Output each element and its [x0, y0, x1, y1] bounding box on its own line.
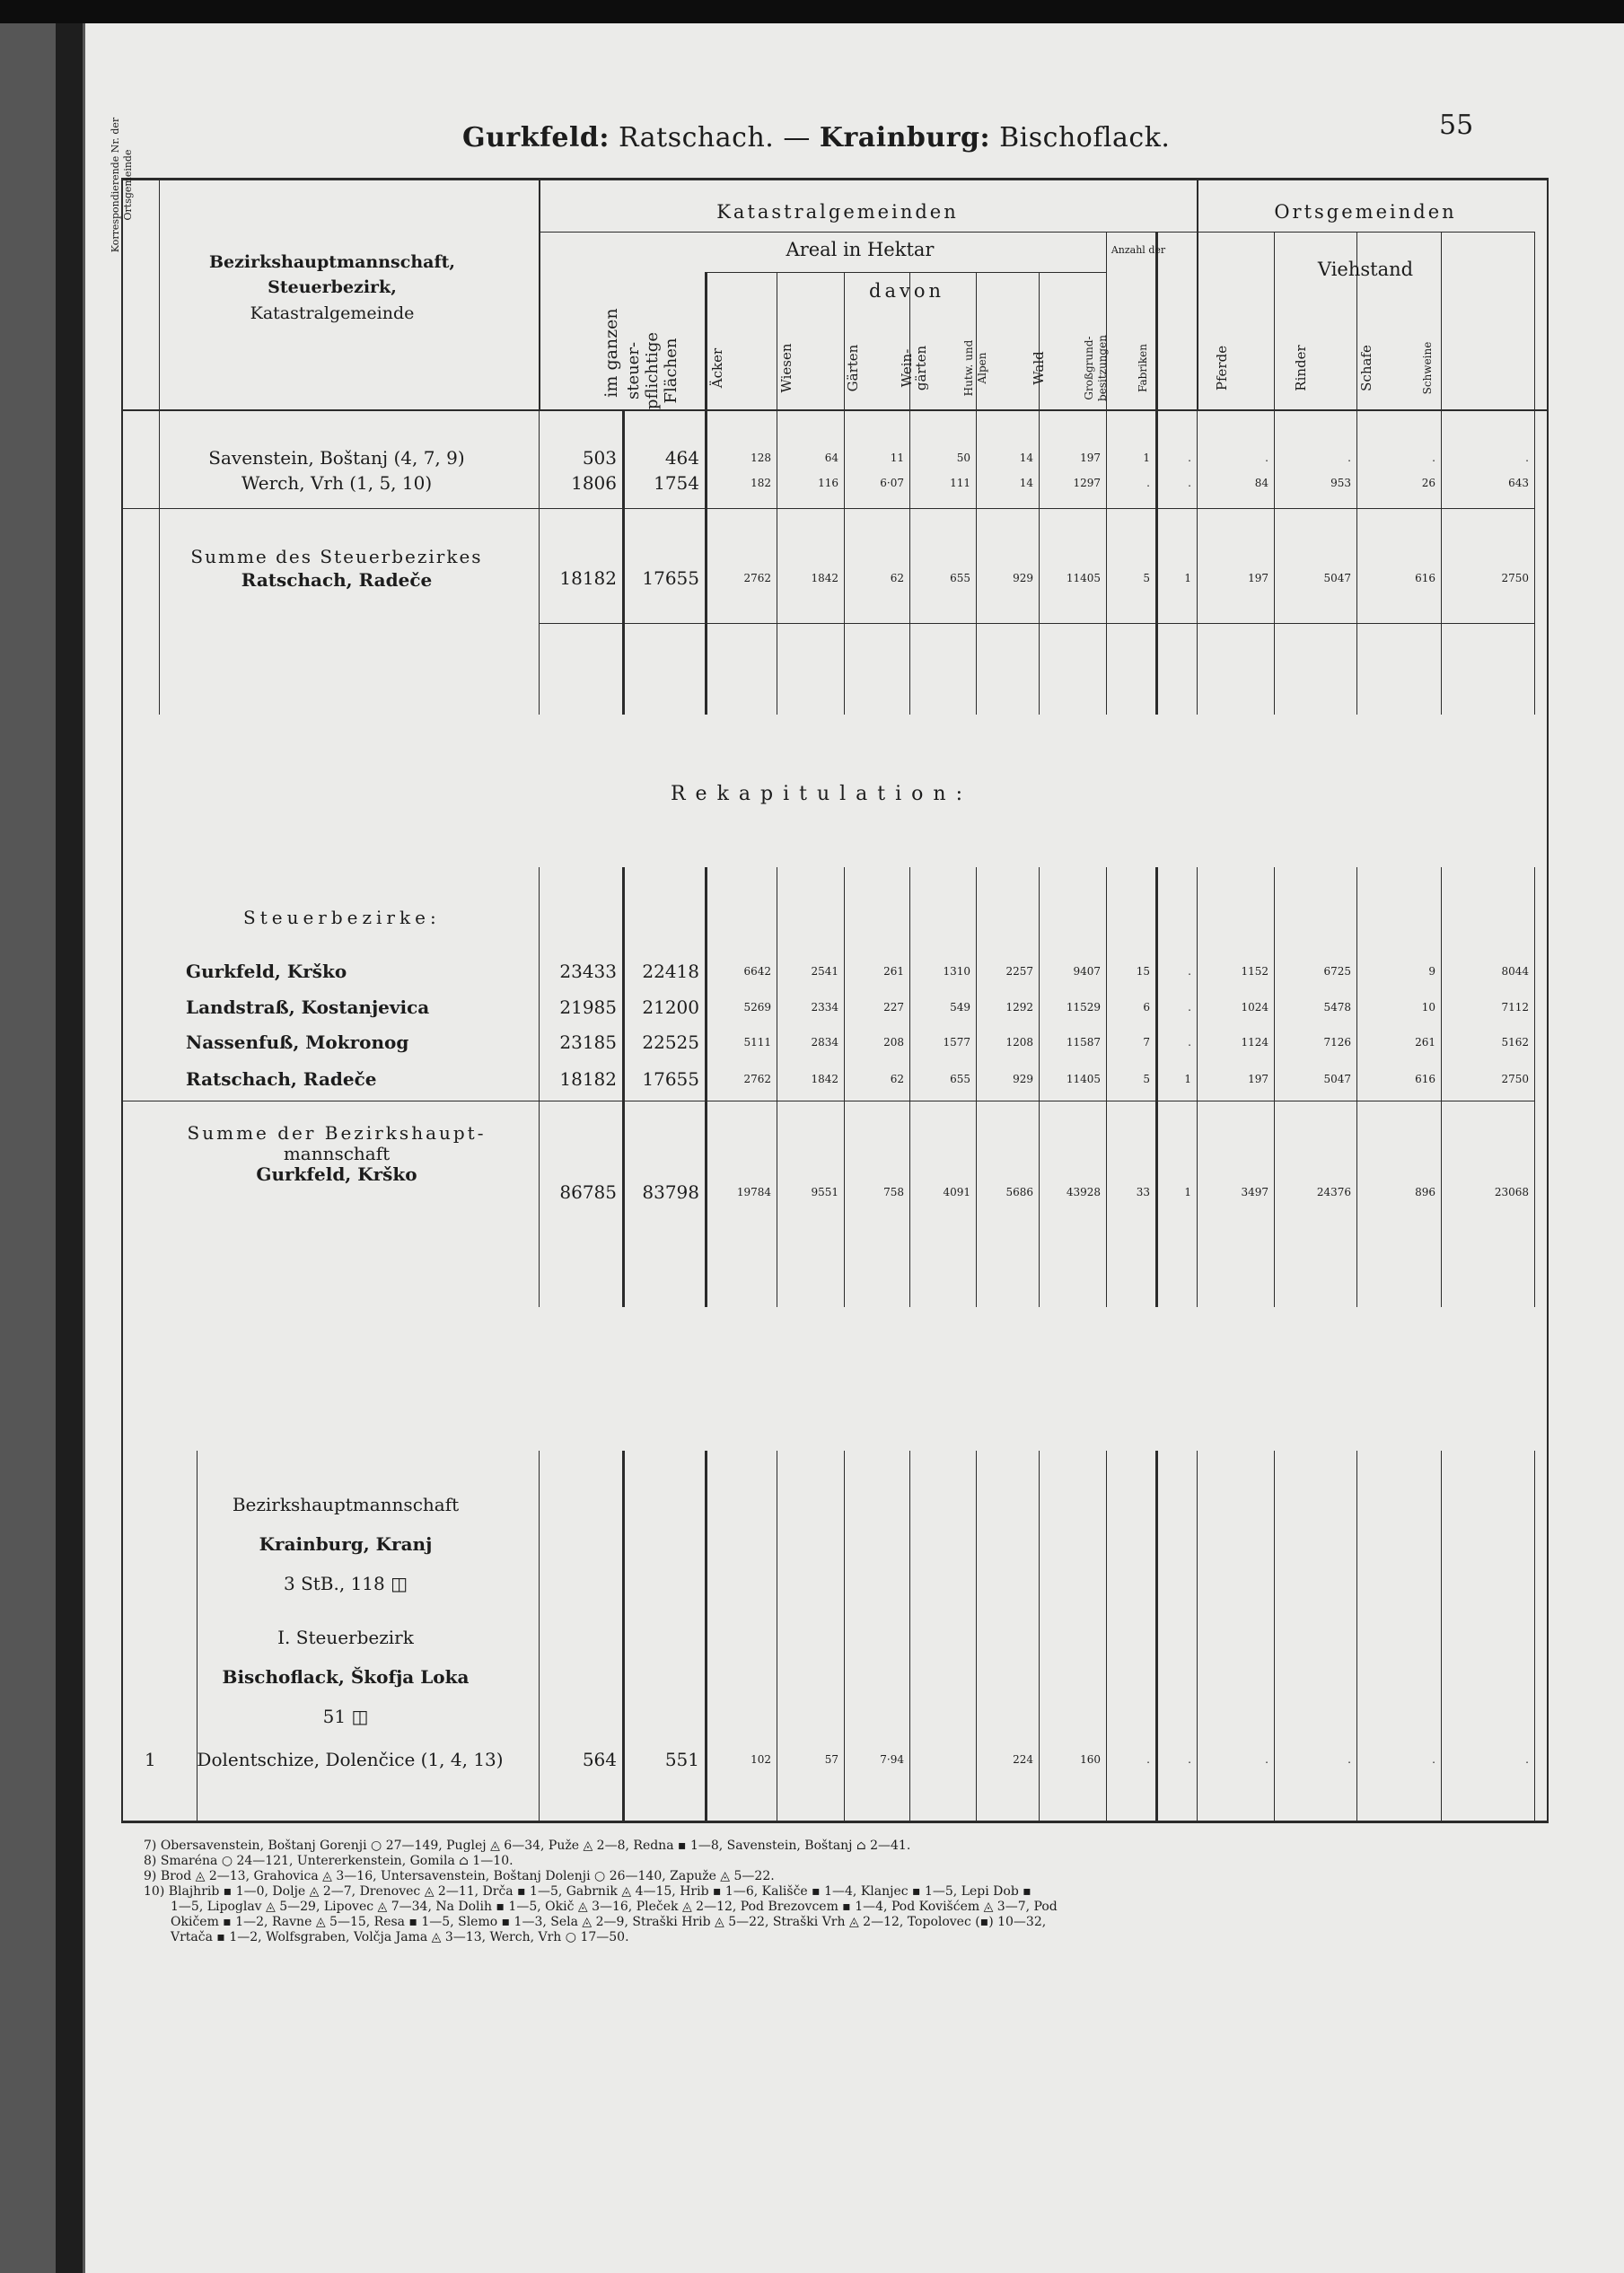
- rekap-sum-fabriken: 1: [1184, 1186, 1191, 1198]
- col-pferde: Pferde: [1214, 345, 1230, 391]
- row-nr-dolentschize: 1: [145, 1749, 156, 1770]
- sec1-sum-wald: 11405: [1066, 572, 1101, 584]
- savenstein-schweine: .: [1525, 452, 1529, 464]
- rekap-nassenfuss-garten: 208: [883, 1036, 904, 1049]
- rekap-sum-steuerpflichtig: 83798: [642, 1181, 699, 1203]
- rekap-gurkfeld-grossgrund: 15: [1136, 965, 1150, 978]
- rekap-landstrass-schafe: 10: [1421, 1001, 1435, 1014]
- rekap-gurkfeld-steuerpflichtig: 22418: [642, 961, 699, 982]
- savenstein-pferde: .: [1265, 452, 1268, 464]
- rekap-landstrass-fabriken: .: [1188, 1001, 1191, 1014]
- rekap-landstrass-wald: 11529: [1066, 1001, 1101, 1014]
- footnotes: [144, 1839, 1549, 1945]
- rekap-landstrass-acker: 5269: [743, 1001, 771, 1014]
- table-right-rule: [1547, 178, 1549, 1821]
- footnote-9: 9) Brod ◬ 2—13, Grahovica ◬ 3—16, Untersavenstein, Boštanj Dolenji ○ 26—140, Zapuže ◬ 5—22.: [144, 1869, 775, 1883]
- sec1-sum-fabriken: 1: [1184, 572, 1191, 584]
- rekap-nassenfuss-im-ganzen: 23185: [559, 1031, 617, 1053]
- rekap-name-landstrass: Landstraß, Kostanjevica: [186, 996, 430, 1018]
- col-wald: Wald: [1031, 351, 1047, 385]
- rekap-nassenfuss-schafe: 261: [1415, 1036, 1435, 1049]
- savenstein-acker: 128: [751, 452, 771, 464]
- row-name-dolentschize: Dolentschize, Dolenčice (1, 4, 13): [197, 1749, 504, 1770]
- rekap-ratschach-weingarten: 655: [950, 1073, 970, 1085]
- dolentschize-hutweiden: 224: [1013, 1753, 1033, 1766]
- sec1-sum-rule-bottom: [539, 623, 1534, 624]
- table-top-rule: [121, 178, 1549, 180]
- footnote-7: 7) Obersavenstein, Boštanj Gorenji ○ 27—149, Puglej ◬ 6—34, Puže ◬ 2—8, Redna ▪ 1—8, Savenstein, Boštanj ⌂ 2—41.: [144, 1839, 911, 1853]
- rekap-gurkfeld-schweine: 8044: [1501, 965, 1529, 978]
- rekap-nassenfuss-wiesen: 2834: [811, 1036, 838, 1049]
- title-district-gurkfeld: Gurkfeld:: [462, 122, 610, 154]
- werch-schweine: 643: [1508, 477, 1529, 489]
- rekap-ratschach-acker: 2762: [743, 1073, 771, 1085]
- rekap-gurkfeld-fabriken: .: [1188, 965, 1191, 978]
- header-korr-nr: Korrespondierende Nr. der Ortsgemeinde: [110, 117, 134, 253]
- footnote-10-cont-3: Vrtača ▪ 1—2, Wolfsgraben, Volčja Jama ◬ 3—13, Werch, Vrh ○ 17—50.: [171, 1930, 629, 1944]
- col-rule-12-2: [1356, 867, 1357, 1307]
- col-wiesen: Wiesen: [778, 343, 794, 393]
- rekap-landstrass-garten: 227: [883, 1001, 904, 1014]
- book-spine: [0, 23, 85, 2273]
- rekap-sum-wiesen: 9551: [811, 1186, 838, 1198]
- rekap-ratschach-garten: 62: [890, 1073, 904, 1085]
- rekap-landstrass-im-ganzen: 21985: [559, 996, 617, 1018]
- page-number: 55: [1439, 110, 1474, 141]
- col-grossgrund: Großgrund-besitzungen: [1083, 335, 1109, 401]
- sec1-sum-weingarten: 655: [950, 572, 970, 584]
- rekap-gurkfeld-schafe: 9: [1428, 965, 1435, 978]
- row-name-werch: Werch, Vrh (1, 5, 10): [241, 472, 433, 494]
- rekap-ratschach-pferde: 197: [1248, 1073, 1268, 1085]
- rekap-gurkfeld-weingarten: 1310: [943, 965, 970, 978]
- sec1-sum-grossgrund: 5: [1143, 572, 1150, 584]
- col-rule-8-2: [1106, 867, 1107, 1307]
- werch-weingarten: 111: [950, 477, 970, 489]
- dolentschize-steuerpflichtig: 551: [664, 1749, 699, 1770]
- col-rule-14-0: [1534, 232, 1535, 409]
- rekap-gurkfeld-im-ganzen: 23433: [559, 961, 617, 982]
- savenstein-grossgrund: 1: [1143, 452, 1150, 464]
- header-bezirk-l2: Steuerbezirk,: [268, 277, 397, 297]
- rekap-landstrass-pferde: 1024: [1241, 1001, 1268, 1014]
- col-rule-11-2: [1274, 867, 1275, 1307]
- col-rule-2-2: [705, 867, 707, 1307]
- sec1-sum-garten: 62: [890, 572, 904, 584]
- header-sub-rule-davon: [705, 272, 1106, 273]
- rekap-ratschach-wiesen: 1842: [811, 1073, 838, 1085]
- rekap-nassenfuss-rinder: 7126: [1323, 1036, 1351, 1049]
- col-rule-0: [539, 178, 540, 409]
- rekap-gurkfeld-wald: 9407: [1073, 965, 1101, 978]
- dolentschize-grossgrund: .: [1146, 1753, 1150, 1766]
- rekap-gurkfeld-hutweiden: 2257: [1005, 965, 1033, 978]
- rekap-landstrass-weingarten: 549: [950, 1001, 970, 1014]
- document-page: [85, 23, 1624, 2273]
- krainburg-bh-label: Bezirkshauptmannschaft: [232, 1494, 460, 1515]
- dolentschize-schweine: .: [1525, 1753, 1529, 1766]
- col-schweine: Schweine: [1421, 341, 1434, 395]
- rekap-nassenfuss-pferde: 1124: [1241, 1036, 1268, 1049]
- col-rule-13-2: [1441, 867, 1442, 1307]
- rekap-landstrass-wiesen: 2334: [811, 1001, 838, 1014]
- sum-steuerbezirk-label-2: Ratschach, Radeče: [241, 569, 433, 591]
- rekap-sum-schweine: 23068: [1494, 1186, 1529, 1198]
- dolentschize-pferde: .: [1265, 1753, 1268, 1766]
- rekap-ratschach-wald: 11405: [1066, 1073, 1101, 1085]
- rekap-ratschach-hutweiden: 929: [1013, 1073, 1033, 1085]
- table-bottom-rule: [121, 1821, 1549, 1823]
- rekap-sum-im-ganzen: 86785: [559, 1181, 617, 1203]
- rekapitulation-title: Rekapitulation:: [670, 783, 972, 805]
- steuerbezirke-label: Steuerbezirke:: [243, 907, 441, 928]
- rekap-sum-wald: 43928: [1066, 1186, 1101, 1198]
- table-left-rule: [121, 178, 123, 1821]
- col-rule-14-3: [1534, 1451, 1535, 1821]
- scan-top-edge: [0, 0, 1624, 23]
- rekap-landstrass-schweine: 7112: [1501, 1001, 1529, 1014]
- col-rinder: Rinder: [1293, 345, 1309, 391]
- col-rule-6-2: [976, 867, 977, 1307]
- rekap-ratschach-schweine: 2750: [1501, 1073, 1529, 1085]
- header-anzahl: Anzahl der: [1110, 244, 1166, 256]
- col-garten: Gärten: [845, 344, 861, 392]
- col-rule-4-2: [844, 867, 845, 1307]
- savenstein-wiesen: 64: [824, 452, 838, 464]
- rekap-landstrass-rinder: 5478: [1323, 1001, 1351, 1014]
- dolentschize-wald: 160: [1080, 1753, 1101, 1766]
- sec1-sum-hutweiden: 929: [1013, 572, 1033, 584]
- col-rule-14-1: [1534, 409, 1535, 715]
- rekap-sum-label-2: mannschaft: [283, 1143, 391, 1164]
- steuerbezirk-i-label: I. Steuerbezirk: [277, 1627, 414, 1648]
- rekap-sum-garten: 758: [883, 1186, 904, 1198]
- sec1-sum-pferde: 197: [1248, 572, 1268, 584]
- savenstein-wald: 197: [1080, 452, 1101, 464]
- sec1-sum-rule-top: [539, 508, 1534, 509]
- rekap-ratschach-steuerpflichtig: 17655: [642, 1068, 699, 1090]
- footnote-10-cont-1: 1—5, Lipoglav ◬ 5—29, Lipovec ◬ 7—34, Na Dolih ▪ 1—5, Okič ◬ 3—16, Pleček ◬ 2—12, Pod Brezovcem ▪ 1—4, Pod Kovišćem ◬ 3—7, Pod: [171, 1900, 1058, 1914]
- rekap-ratschach-im-ganzen: 18182: [559, 1068, 617, 1090]
- rekap-sum-label-3: Gurkfeld, Krško: [256, 1163, 417, 1185]
- werch-rinder: 953: [1330, 477, 1351, 489]
- savenstein-garten: 11: [890, 452, 904, 464]
- rekap-sum-grossgrund: 33: [1136, 1186, 1150, 1198]
- rekap-sum-rinder: 24376: [1316, 1186, 1351, 1198]
- dolentschize-im-ganzen: 564: [582, 1749, 617, 1770]
- rekap-gurkfeld-acker: 6642: [743, 965, 771, 978]
- sec1-sum-wiesen: 1842: [811, 572, 838, 584]
- werch-fabriken: .: [1188, 477, 1191, 489]
- rekap-sum-schafe: 896: [1415, 1186, 1435, 1198]
- werch-schafe: 26: [1421, 477, 1435, 489]
- rekap-ratschach-grossgrund: 5: [1143, 1073, 1150, 1085]
- spine-shadow: [56, 23, 83, 2273]
- sec1-left-sum-rule: [121, 508, 539, 509]
- col-fabriken: Fabriken: [1137, 343, 1149, 393]
- page-title: [462, 122, 1170, 154]
- col-im-ganzen: im ganzen: [601, 308, 621, 398]
- header-bezirk-l1: Bezirkshauptmannschaft,: [208, 252, 456, 272]
- dolentschize-schafe: .: [1432, 1753, 1435, 1766]
- savenstein-steuerpflichtig: 464: [664, 447, 699, 469]
- dolentschize-fabriken: .: [1188, 1753, 1191, 1766]
- header-davon: davon: [869, 280, 944, 302]
- rekap-name-ratschach: Ratschach, Radeče: [186, 1068, 377, 1090]
- col-rule-9-2: [1155, 867, 1158, 1307]
- rekap-ratschach-rinder: 5047: [1323, 1073, 1351, 1085]
- col-schafe: Schafe: [1358, 345, 1374, 391]
- sec1-sum-schafe: 616: [1415, 572, 1435, 584]
- rekap-ratschach-fabriken: 1: [1184, 1073, 1191, 1085]
- bischoflack-name: Bischoflack, Škofja Loka: [222, 1666, 470, 1688]
- krainburg-stb-count: 3 StB., 118 ◫: [283, 1573, 408, 1594]
- sec1-sum-acker: 2762: [743, 572, 771, 584]
- werch-wiesen: 116: [818, 477, 838, 489]
- rekap-landstrass-grossgrund: 6: [1143, 1001, 1150, 1014]
- rekap-nassenfuss-wald: 11587: [1066, 1036, 1101, 1049]
- werch-im-ganzen: 1806: [571, 472, 617, 494]
- werch-acker: 182: [751, 477, 771, 489]
- sec1-sum-steuerpflichtig: 17655: [642, 567, 699, 589]
- rekap-sum-label-1: Summe der Bezirkshaupt-: [187, 1122, 487, 1144]
- col-rule-5-2: [909, 867, 910, 1307]
- rekap-sum-weingarten: 4091: [943, 1186, 970, 1198]
- footnote-10: 10) Blajhrib ▪ 1—0, Dolje ◬ 2—7, Drenovec ◬ 2—11, Drča ▪ 1—5, Gabrnik ◬ 4—15, Hrib ▪ 1—6, Kališče ▪ 1—4, Klanjec ▪ 1—5, Lepi Dob ▪: [144, 1884, 1031, 1899]
- rekap-landstrass-steuerpflichtig: 21200: [642, 996, 699, 1018]
- footnote-10-cont-2: Okičem ▪ 1—2, Ravne ◬ 5—15, Resa ▪ 1—5, Slemo ▪ 1—3, Sela ◬ 2—9, Straški Hrib ◬ 5—22, Straški Vrh ◬ 2—12, Topolovec (▪) 10—32,: [171, 1915, 1047, 1929]
- col-rule-7-2: [1039, 867, 1040, 1307]
- werch-wald: 1297: [1073, 477, 1101, 489]
- sum-steuerbezirk-label-1: Summe des Steuerbezirkes: [190, 546, 483, 567]
- rekap-gurkfeld-rinder: 6725: [1323, 965, 1351, 978]
- savenstein-hutweiden: 14: [1019, 452, 1033, 464]
- col-acker: Äcker: [709, 347, 725, 389]
- col-rule-10-2: [1197, 867, 1198, 1307]
- dolentschize-rinder: .: [1347, 1753, 1351, 1766]
- sec1-sum-rinder: 5047: [1323, 572, 1351, 584]
- rekap-gurkfeld-pferde: 1152: [1241, 965, 1268, 978]
- rekap-nassenfuss-grossgrund: 7: [1143, 1036, 1150, 1049]
- col-rule-5-3: [909, 1451, 910, 1821]
- sec1-sum-schweine: 2750: [1501, 572, 1529, 584]
- dolentschize-acker: 102: [751, 1753, 771, 1766]
- title-part-a: Ratschach. —: [619, 122, 811, 154]
- rekap-name-nassenfuss: Nassenfuß, Mokronog: [186, 1031, 409, 1053]
- rekap-sum-hutweiden: 5686: [1005, 1186, 1033, 1198]
- header-sub-rule-1: [539, 232, 1534, 233]
- header-bottom-rule: [121, 409, 1549, 411]
- savenstein-schafe: .: [1432, 452, 1435, 464]
- savenstein-fabriken: .: [1188, 452, 1191, 464]
- werch-hutweiden: 14: [1019, 477, 1033, 489]
- savenstein-rinder: .: [1347, 452, 1351, 464]
- col-steuerpflichtige: steuer-pflichtige Flächen: [624, 331, 680, 410]
- rekap-sum-acker: 19784: [736, 1186, 771, 1198]
- rekap-nassenfuss-schweine: 5162: [1501, 1036, 1529, 1049]
- werch-grossgrund: .: [1146, 477, 1150, 489]
- rekap-gurkfeld-wiesen: 2541: [811, 965, 838, 978]
- title-district-krainburg: Krainburg:: [819, 122, 991, 154]
- col-rule-14-2: [1534, 867, 1535, 1307]
- bischoflack-count: 51 ◫: [322, 1706, 369, 1727]
- header-viehstand: Viehstand: [1317, 259, 1414, 280]
- rekap-nassenfuss-steuerpflichtig: 22525: [642, 1031, 699, 1053]
- rekap-nassenfuss-hutweiden: 1208: [1005, 1036, 1033, 1049]
- savenstein-weingarten: 50: [956, 452, 970, 464]
- header-areal: Areal in Hektar: [786, 239, 935, 260]
- rekap-landstrass-hutweiden: 1292: [1005, 1001, 1033, 1014]
- row-name-savenstein: Savenstein, Boštanj (4, 7, 9): [208, 447, 465, 469]
- header-bezirk-l3: Katastralgemeinde: [250, 303, 415, 323]
- dolentschize-garten: 7·94: [880, 1753, 904, 1766]
- werch-garten: 6·07: [880, 477, 904, 489]
- rekap-sum-pferde: 3497: [1241, 1186, 1268, 1198]
- rekap-name-gurkfeld: Gurkfeld, Krško: [186, 961, 347, 982]
- header-katastralgemeinden: Katastralgemeinden: [716, 201, 959, 223]
- footnote-8: 8) Smaréna ○ 24—121, Untererkenstein, Gomila ⌂ 1—10.: [144, 1854, 514, 1868]
- rekap-ratschach-schafe: 616: [1415, 1073, 1435, 1085]
- col-weingarten: Wein-gärten: [899, 345, 929, 391]
- krainburg-name: Krainburg, Kranj: [259, 1533, 433, 1555]
- rekap-nassenfuss-acker: 5111: [743, 1036, 771, 1049]
- werch-steuerpflichtig: 1754: [654, 472, 699, 494]
- dolentschize-wiesen: 57: [824, 1753, 838, 1766]
- col-rule-2-0: [705, 272, 707, 409]
- rekap-nassenfuss-weingarten: 1577: [943, 1036, 970, 1049]
- header-ortsgemeinden: Ortsgemeinden: [1274, 201, 1457, 223]
- sec1-sum-im-ganzen: 18182: [559, 567, 617, 589]
- werch-pferde: 84: [1254, 477, 1268, 489]
- col-hutweiden: Hutw. und Alpen: [962, 339, 988, 397]
- savenstein-im-ganzen: 503: [582, 447, 617, 469]
- rekap-nassenfuss-fabriken: .: [1188, 1036, 1191, 1049]
- rekap-gurkfeld-garten: 261: [883, 965, 904, 978]
- title-part-b: Bischoflack.: [999, 122, 1171, 154]
